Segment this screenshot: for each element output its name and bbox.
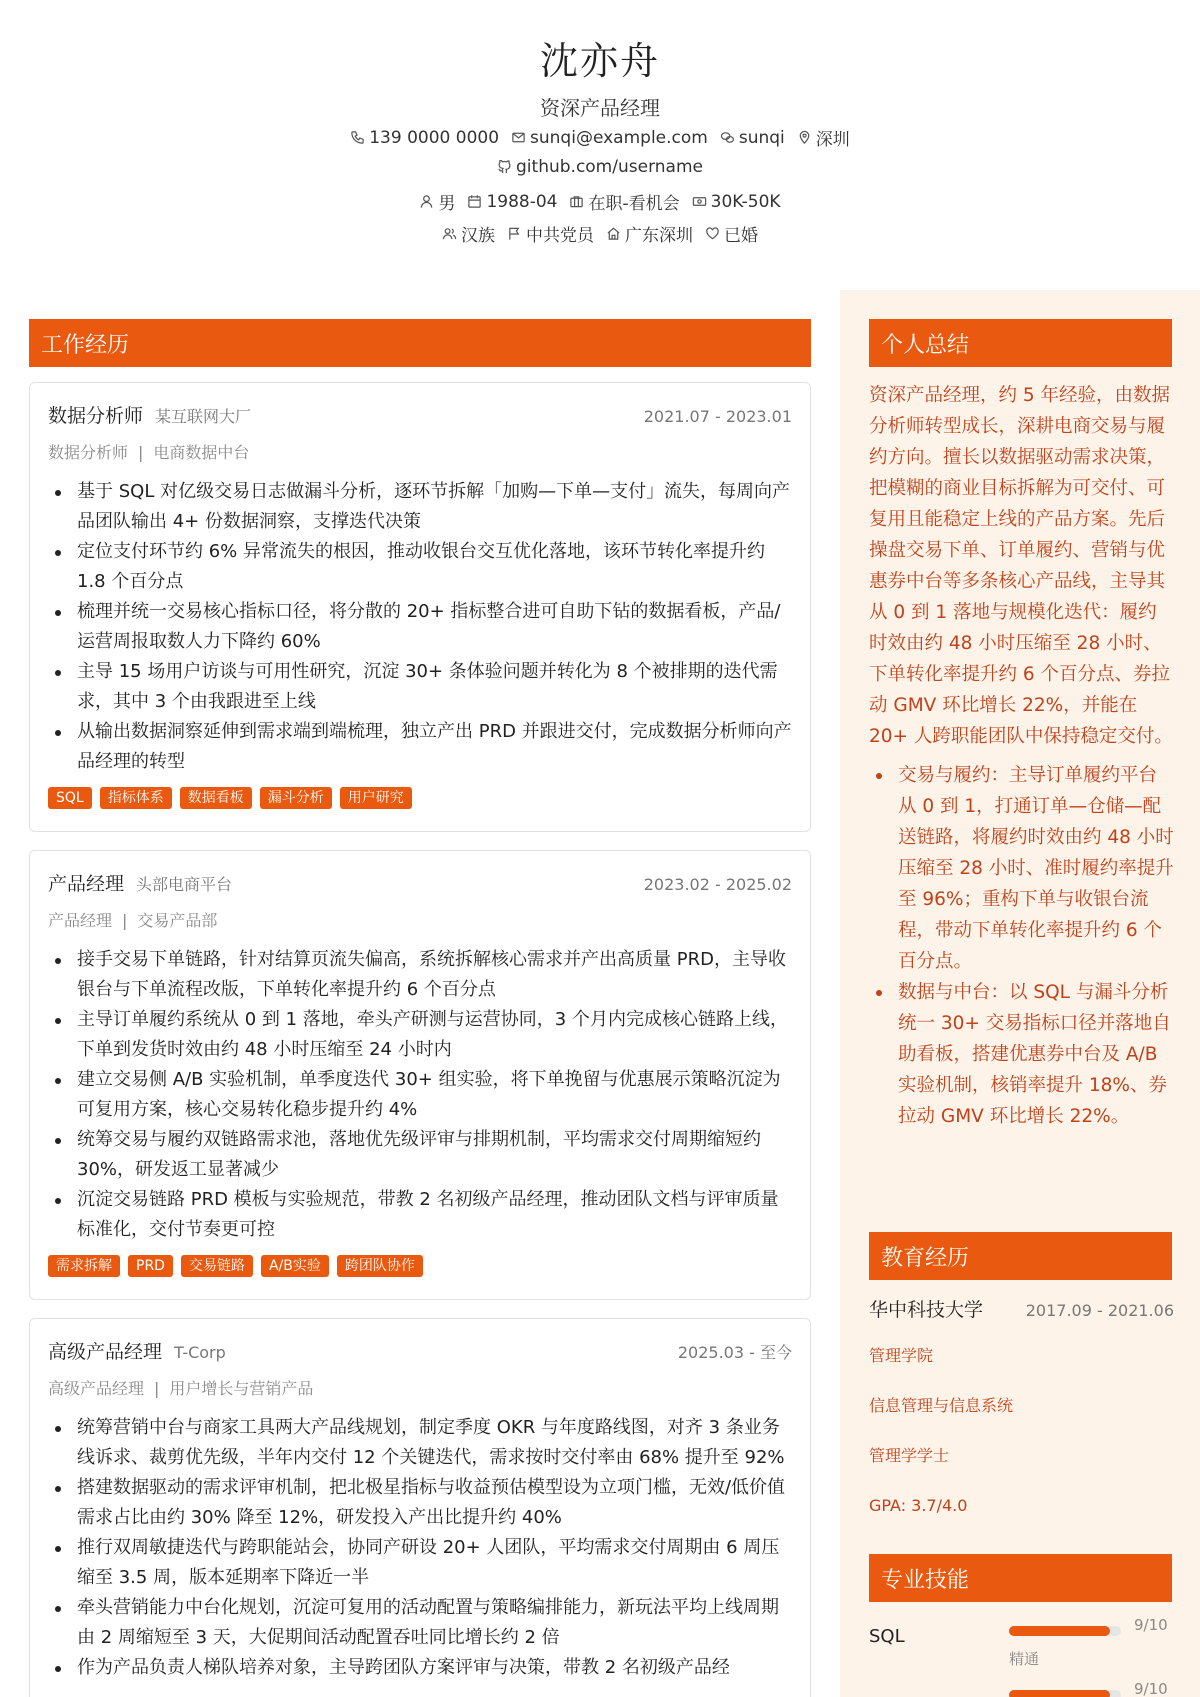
personal-row-2 [0,221,1200,246]
education-gpa: GPA: 3.7/4.0 [869,1496,968,1515]
job-card-1 [29,382,811,832]
job-company: 头部电商平台 [136,875,233,894]
wechat-text: sunqi [738,127,785,148]
education-college: 管理学院 [869,1346,934,1365]
job-bullet: 牵头营销能力中台化规划，沉淀可复用的活动配置与策略编排能力，新玩法平均上线周期由 2 周缩短至 3 天，大促期间活动配置吞吐同比增长约 2 倍 [48,1593,792,1653]
summary-bullet: 交易与履约：主导订单履约平台从 0 到 1，打通订单—仓储—配送链路，将履约时效由约 48 小时压缩至 28 小时、准时履约率提升至 96%；重构下单与收银台流程，带动下单转化率提升约 6 个百分点。 [869,760,1174,977]
users-icon [442,226,457,241]
github-item [497,157,703,177]
job-title: 产品经理 [48,873,125,895]
job-bullet: 梳理并统一交易核心指标口径，将分散的 20+ 指标整合进可自助下钻的数据看板，产品/运营周报取数人力下降约 60% [48,597,792,657]
skill-bar-fill [1009,1690,1110,1697]
email-item [511,125,708,150]
job-bullet: 接手交易下单链路，针对结算页流失偏高，系统拆解核心需求并产出高质量 PRD，主导收银台与下单流程改版，下单转化率提升约 6 个百分点 [48,945,792,1005]
skill-level: 精通 [1009,1650,1040,1668]
job-card-2 [29,850,811,1300]
job-bullet: 定位支付环节约 6% 异常流失的根因，推动收银台交互优化落地，该环节转化率提升约 1.8 个百分点 [48,537,792,597]
money-icon [692,194,707,209]
section-skills-title: 专业技能 [869,1554,1172,1602]
job-bullets [48,477,792,777]
skill-tag: A/B实验 [261,1255,329,1277]
skill-tag: 跨团队协作 [337,1255,423,1277]
personal-row-1 [0,189,1200,214]
summary-text: 资深产品经理，约 5 年经验，由数据分析师转型成长，深耕电商交易与履约方向。擅长以数据驱动需求决策，把模糊的商业目标拆解为可交付、可复用且能稳定上线的产品方案。先后操盘交易下单、订单履约、营销与优惠券中台等多条核心产品线，主导其从 0 到 1 落地与规模化迭代：履约时效由约 48 小时压缩至 28 小时、下单转化率提升约 6 个百分点、券拉动 GMV 环比增长 22%，并能在 20+ 人跨职能团队中保持稳定交付。 [869,385,1173,747]
summary-bullets [869,760,1174,1132]
location-item [797,125,850,150]
phone-icon [350,130,365,145]
job-bullet: 从输出数据洞察延伸到需求端到端梳理，独立产出 PRD 并跟进交付，完成数据分析师向产品经理的转型 [48,717,792,777]
skill-tag: 指标体系 [100,787,172,809]
job-company: 某互联网大厂 [155,407,252,426]
skill-tag: PRD [128,1255,173,1277]
section-education-title: 教育经历 [869,1232,1172,1280]
skill-tag: 交易链路 [181,1255,253,1277]
job-dept: 用户增长与营销产品 [169,1379,314,1398]
job-bullet: 推行双周敏捷迭代与跨职能站会，协同产研设 20+ 人团队，平均需求交付周期由 6 周压缩至 3.5 周，版本延期率下降近一半 [48,1533,792,1593]
skill-tag: 用户研究 [340,787,412,809]
job-subtitle: 高级产品经理 | 用户增长与营销产品 [48,1379,314,1398]
job-bullet: 沉淀交易链路 PRD 模板与实验规范，带教 2 名初级产品经理，推动团队文档与评审质量标准化，交付节奏更可控 [48,1185,792,1245]
skill-tag: SQL [48,787,92,809]
skill-tag: 数据看板 [180,787,252,809]
github-row [0,157,1200,177]
job-subtitle: 数据分析师 | 电商数据中台 [48,443,250,462]
home-icon [606,226,621,241]
job-date: 2021.07 - 2023.01 [643,407,792,426]
hometown-text: 广东深圳 [625,226,693,246]
skill-item [869,1616,1174,1676]
job-bullet: 统筹营销中台与商家工具两大产品线规划，制定季度 OKR 与年度路线图，对齐 3 条业务线诉求、裁剪优先级，半年内交付 12 个关键迭代，需求按时交付率由 68% 提升至 92% [48,1413,792,1473]
summary-bullet: 数据与中台：以 SQL 与漏斗分析统一 30+ 交易指标口径并落地自助看板，搭建优惠券中台及 A/B 实验机制，核销率提升 18%、券拉动 GMV 环比增长 22%。 [869,977,1174,1132]
job-company: T-Corp [174,1343,226,1362]
briefcase-icon [569,194,584,209]
job-role: 高级产品经理 [48,1379,145,1398]
job-dept: 电商数据中台 [153,443,250,462]
job-bullet: 建立交易侧 A/B 实验机制，单季度迭代 30+ 组实验，将下单挽留与优惠展示策略沉淀为可复用方案，核心交易转化稳步提升约 4% [48,1065,792,1125]
wechat-icon [720,130,735,145]
job-bullets [48,945,792,1245]
birth-text: 1988-04 [486,191,558,212]
job-role: 产品经理 [48,911,113,930]
github-text[interactable]: github.com/username [516,157,703,177]
job-bullet: 基于 SQL 对亿级交易日志做漏斗分析，逐环节拆解「加购—下单—支付」流失，每周向产品团队输出 4+ 份数据洞察，支撑迭代决策 [48,477,792,537]
skill-tag: 需求拆解 [48,1255,120,1277]
contact-row [0,125,1200,150]
education-block [869,1295,1174,1522]
github-icon [497,160,512,175]
salary-item [692,189,781,214]
job-date: 2025.03 - 至今 [677,1343,792,1362]
job-bullet: 主导 15 场用户访谈与可用性研究，沉淀 30+ 条体验问题并转化为 8 个被排期的迭代需求，其中 3 个由我跟进至上线 [48,657,792,717]
politics-item [507,221,594,246]
candidate-name: 沈亦舟 [539,39,660,83]
skill-score: 9/10 [1134,1616,1168,1634]
job-bullet: 作为产品负责人梯队培养对象，主导跨团队方案评审与决策，带教 2 名初级产品经 [48,1653,792,1683]
skill-score: 9/10 [1134,1680,1168,1697]
phone-item [350,125,499,150]
section-summary-title: 个人总结 [869,319,1172,367]
job-dept: 交易产品部 [137,911,218,930]
job-date: 2023.02 - 2025.02 [643,875,792,894]
birth-item [467,189,557,214]
ethnicity-text: 汉族 [461,226,495,246]
candidate-title: 资深产品经理 [540,96,660,120]
flag-icon [507,226,522,241]
skill-bar [1009,1626,1121,1636]
status-item [569,189,679,214]
skill-bar [1009,1690,1121,1697]
education-major: 信息管理与信息系统 [869,1396,1014,1415]
ethnicity-item [442,221,495,246]
heart-icon [705,226,720,241]
status-text: 在职-看机会 [588,194,680,214]
marital-item [705,221,758,246]
phone-text[interactable]: 139 0000 0000 [369,127,500,148]
job-bullet: 主导订单履约系统从 0 到 1 落地，牵头产研测与运营协同，3 个月内完成核心链路上线，下单到发货时效由约 48 小时压缩至 24 小时内 [48,1005,792,1065]
section-work-title: 工作经历 [29,319,811,367]
gender-item [419,189,455,214]
skill-bar-fill [1009,1626,1110,1636]
marital-text: 已婚 [724,226,758,246]
job-tags [48,787,792,809]
politics-text: 中共党员 [526,226,594,246]
location-pin-icon [797,130,812,145]
email-text[interactable]: sunqi@example.com [530,127,708,148]
skill-name: SQL [869,1626,905,1647]
job-card-3 [29,1318,811,1697]
job-tags [48,1255,792,1277]
job-role: 数据分析师 [48,443,129,462]
job-subtitle: 产品经理 | 交易产品部 [48,911,218,930]
location-text: 深圳 [815,130,850,150]
gender-text: 男 [438,194,456,214]
education-date: 2017.09 - 2021.06 [1025,1301,1174,1320]
job-bullet: 统筹交易与履约双链路需求池，落地优先级评审与排期机制，平均需求交付周期缩短约 30%，研发返工显著减少 [48,1125,792,1185]
user-icon [419,194,434,209]
job-title: 高级产品经理 [48,1341,163,1363]
summary-block [869,380,1174,1132]
skill-item [869,1680,1174,1697]
hometown-item [606,221,693,246]
job-bullet: 搭建数据驱动的需求评审机制，把北极星指标与收益预估模型设为立项门槛，无效/低价值需求占比由约 30% 降至 12%，研发投入产出比提升约 40% [48,1473,792,1533]
calendar-icon [467,194,482,209]
mail-icon [511,130,526,145]
skill-tag: 漏斗分析 [260,787,332,809]
salary-text: 30K-50K [710,191,781,212]
job-title: 数据分析师 [48,405,144,427]
school-name: 华中科技大学 [869,1299,984,1321]
education-degree: 管理学学士 [869,1446,950,1465]
job-bullets [48,1413,792,1683]
wechat-item [720,125,785,150]
